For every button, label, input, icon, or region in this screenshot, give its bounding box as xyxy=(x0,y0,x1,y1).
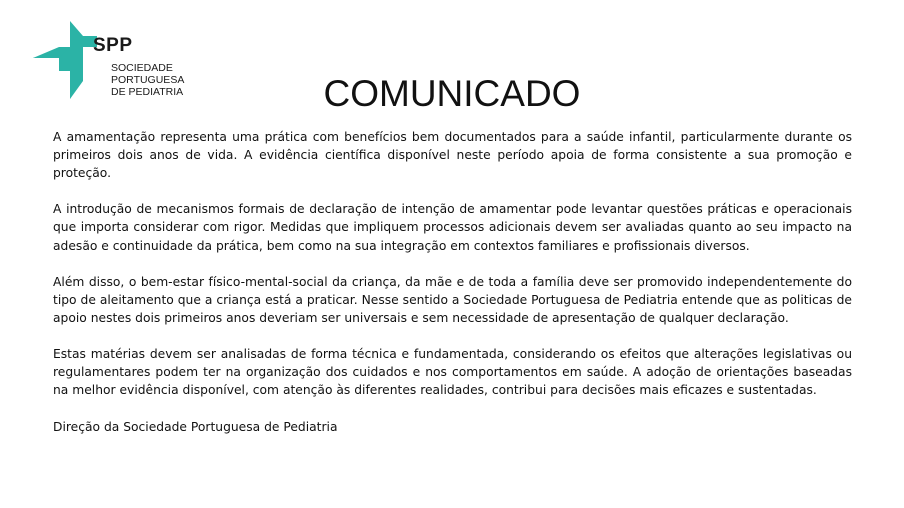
logo-name-line: PORTUGUESA xyxy=(111,74,185,86)
document-body xyxy=(53,128,852,436)
logo-abbreviation: SPP xyxy=(93,35,133,56)
logo-name-line: DE PEDIATRIA xyxy=(111,86,184,98)
paragraph: Além disso, o bem-estar físico-mental-social da criança, da mãe e de toda a família deve ser promovido independentemente do tipo de aleitamento que a criança está a praticar. Nesse sentido a Sociedade Portuguesa de Pediatria entende que as politicas de apoio nestes dois primeiros anos deveriam ser universais e sem necessidade de apresentação de qualquer declaração. xyxy=(53,274,852,325)
paragraph: A amamentação representa uma prática com benefícios bem documentados para a saúde infantil, particularmente durante os primeiros dois anos de vida. A evidência científica disponível neste período apoia de forma consistente a sua promoção e proteção. xyxy=(53,130,852,181)
paragraph: A introdução de mecanismos formais de declaração de intenção de amamentar pode levantar questões práticas e operacionais que importa considerar com rigor. Medidas que impliquem processos adicionais devem ser avaliadas quanto ao seu impacto na adesão e continuidade da prática, bem como na sua integração em contextos familiares e profissionais diversos. xyxy=(53,202,852,253)
paragraph: Estas matérias devem ser analisadas de forma técnica e fundamentada, considerando os efeitos que alterações legislativas ou regulamentares podem ter na organização dos cuidados e nos comportamentos em saúde. A adoção de orientações baseadas na melhor evidência disponível, com atenção às diferentes realidades, contribui para decisões mais eficazes e sustentadas. xyxy=(53,347,852,398)
logo-name-line: SOCIEDADE xyxy=(111,62,173,74)
page-title: COMUNICADO xyxy=(323,73,581,114)
signature: Direção da Sociedade Portuguesa de Pediatria xyxy=(53,419,338,434)
